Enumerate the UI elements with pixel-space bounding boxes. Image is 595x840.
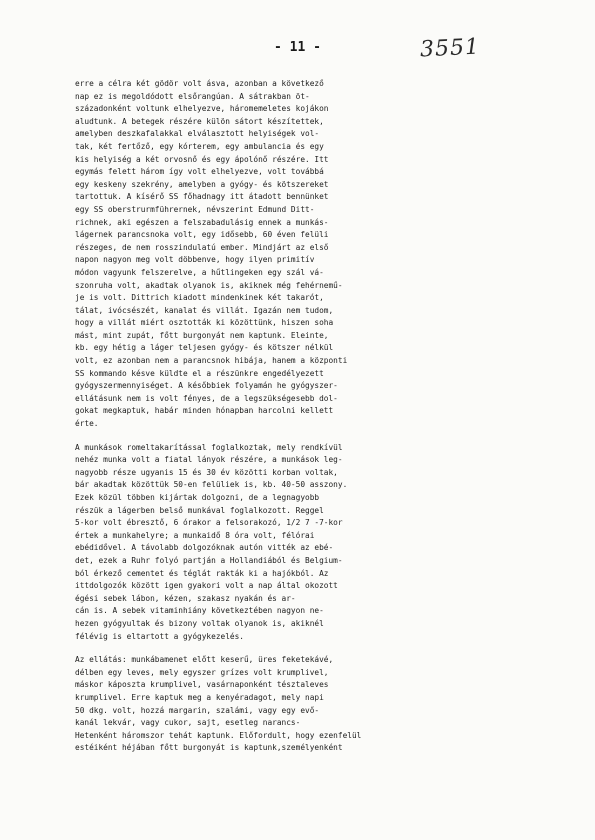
text-line: A munkások romeltakarítással foglalkoztak, mely rendkívül xyxy=(75,442,343,452)
page-number: - 11 - xyxy=(274,40,321,55)
text-line: nehéz munka volt a fiatal lányok részére, a munkások leg- xyxy=(75,455,343,465)
text-line: det, ezek a Ruhr folyó partján a Hollandiából és Belgium- xyxy=(75,555,343,565)
paragraph xyxy=(75,654,520,755)
paragraph xyxy=(75,78,520,431)
text-line: félévig is eltartott a gyógykezelés. xyxy=(75,631,244,641)
paragraph xyxy=(75,442,520,644)
text-line: napon nagyon meg volt döbbenve, hogy ilyen primitív xyxy=(75,255,315,265)
text-line: mást, mint zupát, főtt burgonyát nem kaptunk. Eleinte, xyxy=(75,330,329,340)
text-line: volt, ez azonban nem a parancsnok hibája, hanem a központi xyxy=(75,356,348,366)
text-line: hezen gyógyultak és bizony voltak olyanok is, akiknél xyxy=(75,618,324,628)
text-line: égési sebek lábon, kézen, szakasz nyakán és ar- xyxy=(75,593,296,603)
text-line: Ezek közül többen kijártak dolgozni, de a legnagyobb xyxy=(75,493,320,502)
text-line: estéiként héjában főtt burgonyát is kaptunk,személyenként xyxy=(75,743,343,753)
text-line: egy SS oberstrurmführernek, névszerint Edmund Ditt- xyxy=(75,204,315,214)
text-line: tartottuk. A kísérő SS főhadnagy itt átadott bennünket xyxy=(75,192,329,202)
text-line: kanál lekvár, vagy cukor, sajt, esetleg narancs- xyxy=(75,718,301,728)
text-line: amelyben deszkafalakkal elválasztott helyiségek vol- xyxy=(75,129,320,139)
text-line: egy keskeny szekrény, amelyben a gyógy- és kötszereket xyxy=(75,179,329,189)
text-line: ebédidővel. A távolabb dolgozóknak autón vitték az ebé- xyxy=(75,543,334,553)
text-line: ittdolgozók között igen gyakori volt a nap által okozott xyxy=(75,581,338,591)
text-line: érte. xyxy=(75,419,99,429)
text-line: századonként voltunk elhelyezve, háromemeletes kojákon xyxy=(75,104,329,114)
text-line: 5-kor volt ébresztő, 6 órakor a felsorakozó, 1/2 7 -7-kor xyxy=(75,518,343,528)
text-line: erre a célra két gödör volt ásva, azonban a következő xyxy=(75,79,324,88)
text-line: nagyobb része ugyanis 15 és 30 év közötti korban voltak, xyxy=(75,467,338,477)
text-line: tak, két fertőző, egy kórterem, egy ambulancia és egy xyxy=(75,141,324,151)
typewritten-body xyxy=(75,78,520,766)
text-line: szonruha volt, akadtak olyanok is, akiknek még fehérnemű- xyxy=(75,280,343,290)
text-line: egymás felett három így volt elhelyezve, volt továbbá xyxy=(75,167,324,177)
text-line: ból érkező cementet és téglát rakták ki a hajókból. Az xyxy=(75,568,329,578)
text-line: richnek, aki egészen a felszabadulásig ennek a munkás- xyxy=(75,217,329,227)
text-line: ellátásunk nem is volt fényes, de a legszükségesebb dol- xyxy=(75,393,338,403)
text-line: módon vagyunk felszerelve, a hűtlingeken egy szál vá- xyxy=(75,267,324,277)
text-line: nap ez is megoldódott elsőrangúan. A sátrakban öt- xyxy=(75,91,310,101)
text-line: Hetenként háromszor tehát kaptunk. Előfordult, hogy ezenfelül xyxy=(75,730,362,740)
text-line: cán is. A sebek vitaminhiány következtében nagyon ne- xyxy=(75,606,324,616)
text-line: bár akadtak közöttük 50-en felüliek is, kb. 40-50 asszony. xyxy=(75,480,348,490)
text-line: hogy a villát miért osztották ki közöttünk, hiszen soha xyxy=(75,318,334,328)
handwritten-archive-number: 3551 xyxy=(419,34,481,63)
text-line: részeges, de nem rosszindulatú ember. Mindjárt az első xyxy=(75,242,329,252)
text-line: lágernek parancsnoka volt, egy idősebb, 60 éven felüli xyxy=(75,230,329,240)
text-line: 50 dkg. volt, hozzá margarin, szalámi, vagy egy evő- xyxy=(75,705,320,715)
text-line: máskor káposzta krumplivel, vasárnaponként tésztaleves xyxy=(75,680,329,690)
text-line: Az ellátás: munkábamenet előtt keserű, üres feketekávé, xyxy=(75,655,334,665)
text-line: krumplivel. Erre kaptuk meg a kenyéradagot, mely napi xyxy=(75,692,324,702)
text-line: kb. egy hétig a láger teljesen gyógy- és kötszer nélkül xyxy=(75,343,334,353)
text-line: je is volt. Dittrich kiadott mindenkinek két takarót, xyxy=(75,293,324,303)
text-line: aludtunk. A betegek részére külön sátort készítettek, xyxy=(75,116,324,126)
text-line: SS kommando késve küldte el a részünkre engedélyezett xyxy=(75,368,324,378)
text-line: kis helyiség a két orvosnő és egy ápolónő részére. Itt xyxy=(75,154,329,164)
text-line: délben egy leves, mely egyszer grízes volt krumplivel, xyxy=(75,667,329,677)
text-line: részük a lágerben belső munkával foglalkozott. Reggel xyxy=(75,505,324,515)
text-line: gyógyszermennyiséget. A későbbiek folyamán he gyógyszer- xyxy=(75,381,338,391)
text-line: értek a munkahelyre; a munkaidő 8 óra volt, félórai xyxy=(75,530,315,540)
text-line: tálat, ivócsészét, kanalat és villát. Igazán nem tudom, xyxy=(75,305,334,315)
text-line: gokat megkaptuk, habár minden hónapban harcolni kellett xyxy=(75,406,334,416)
